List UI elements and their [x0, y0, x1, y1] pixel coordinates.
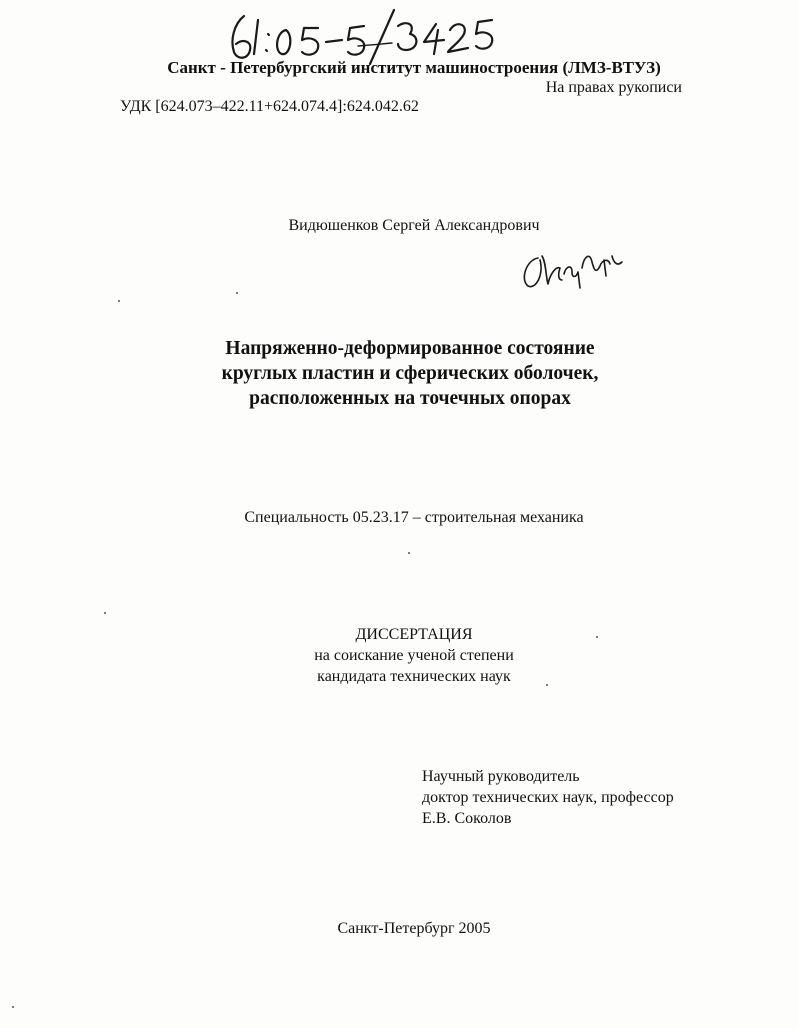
city-year: Санкт-Петербург 2005: [337, 920, 491, 937]
author-name: Видюшенков Сергей Александрович: [288, 217, 540, 234]
udk-code: УДК [624.073–422.11+624.074.4]:624.042.62: [120, 98, 419, 115]
dissertation-title: [0, 336, 798, 411]
specialty-line: Специальность 05.23.17 – строительная механика: [244, 509, 584, 526]
rights-note: На правах рукописи: [545, 79, 682, 96]
supervisor-block: [422, 766, 674, 829]
scan-speck: [12, 1006, 14, 1008]
dissertation-block: [0, 624, 798, 687]
dissertation-heading: ДИССЕРТАЦИЯ: [355, 626, 473, 643]
scan-speck: [118, 300, 120, 302]
scan-speck: [408, 552, 410, 554]
scan-speck: [104, 612, 106, 614]
supervisor-degree: доктор технических наук, профессор: [422, 789, 674, 806]
title-line-2: круглых пластин и сферических оболочек,: [221, 363, 599, 384]
supervisor-role: Научный руководитель: [422, 768, 580, 785]
title-line-3: расположенных на точечных опорах: [249, 388, 571, 409]
degree-line-1: на соискание ученой степени: [314, 647, 514, 664]
title-line-1: Напряженно-деформированное состояние: [225, 338, 595, 359]
institute-name: Санкт - Петербургский институт машиностроения (ЛМЗ-ВТУЗ): [167, 58, 661, 77]
author-signature: [518, 244, 628, 294]
scan-speck: [546, 684, 548, 686]
scan-speck: [596, 636, 598, 638]
degree-line-2: кандидата технических наук: [317, 668, 511, 685]
scan-speck: [236, 292, 238, 294]
supervisor-name: Е.В. Соколов: [422, 810, 512, 827]
